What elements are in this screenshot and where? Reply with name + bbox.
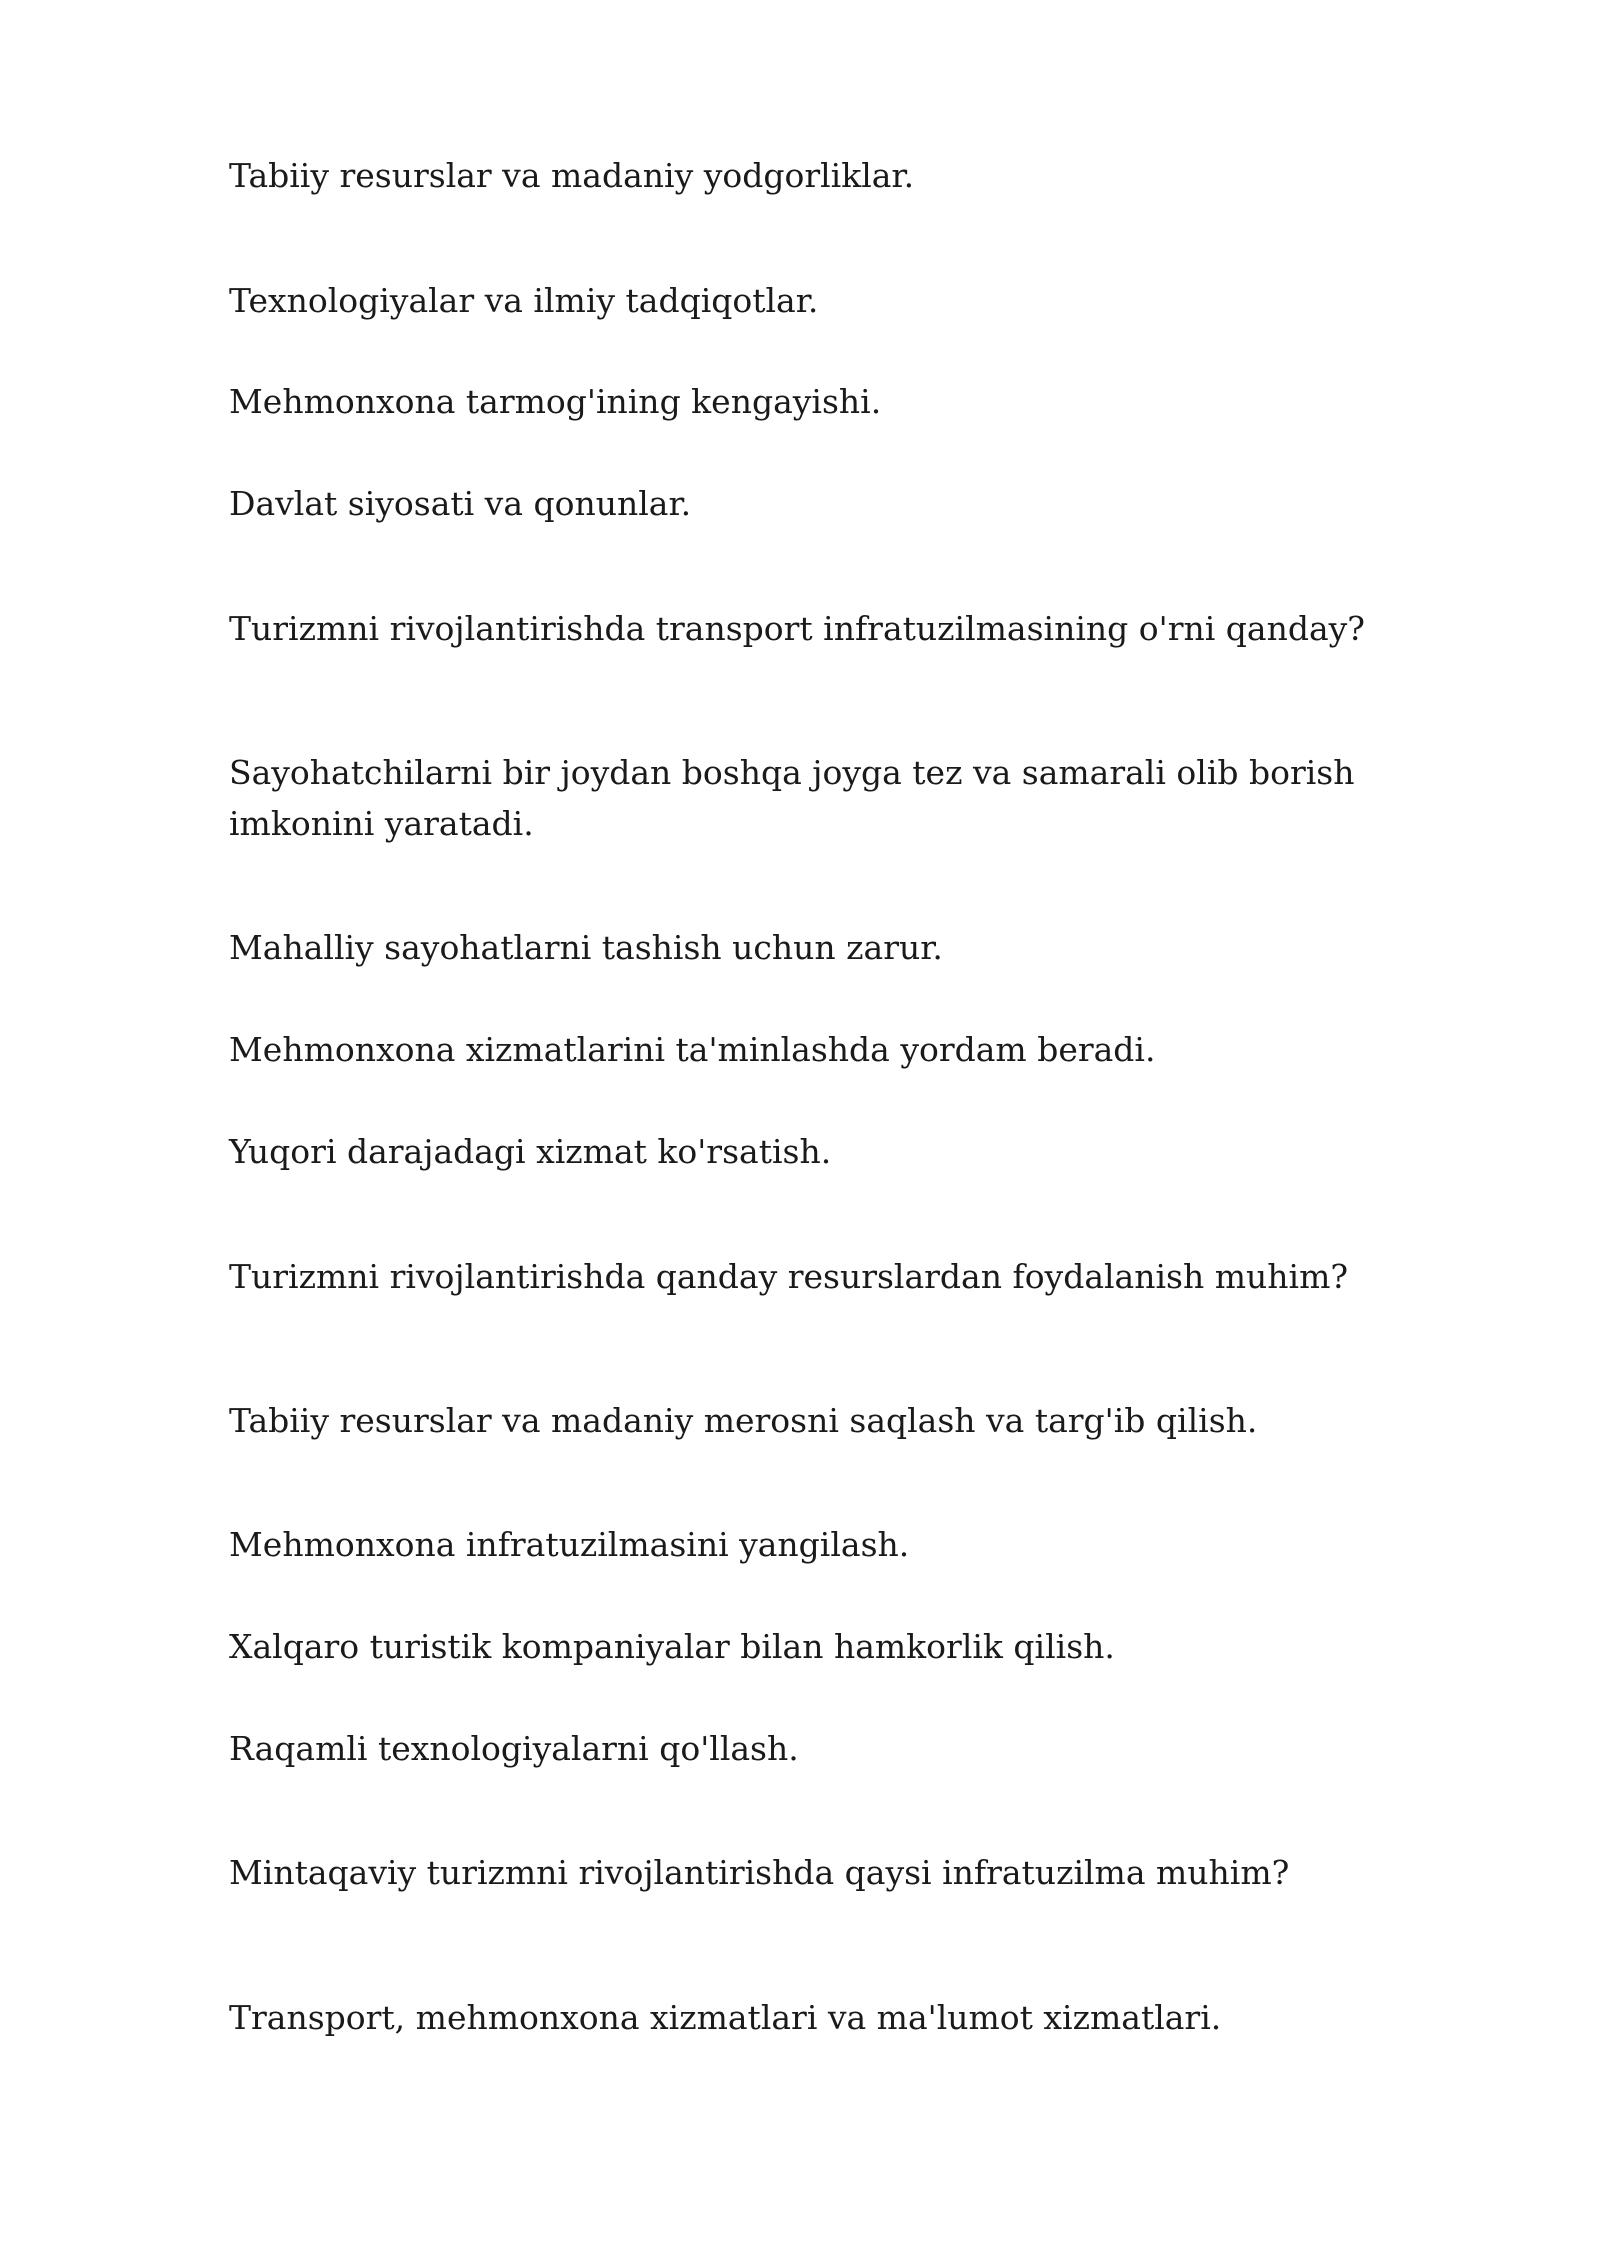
answer-option: Tabiiy resurslar va madaniy merosni saqlash va targ'ib qilish. [229, 1401, 1258, 1440]
answer-option: Transport, mehmonxona xizmatlari va ma'lumot xizmatlari. [229, 1998, 1222, 2037]
answer-option: Mahalliy sayohatlarni tashish uchun zarur. [229, 928, 943, 967]
answer-option: Sayohatchilarni bir joydan boshqa joyga tez va samarali olib borish imkonini yaratadi. [229, 753, 1355, 843]
answer-option: Xalqaro turistik kompaniyalar bilan hamkorlik qilish. [229, 1627, 1115, 1666]
answer-option: Davlat siyosati va qonunlar. [229, 484, 692, 523]
answer-option: Mehmonxona xizmatlarini ta'minlashda yordam beradi. [229, 1030, 1156, 1069]
answer-option: Raqamli texnologiyalarni qo'llash. [229, 1729, 799, 1768]
answer-option: Tabiiy resurslar va madaniy yodgorliklar. [229, 156, 915, 195]
answer-option: Mehmonxona infratuzilmasini yangilash. [229, 1525, 910, 1564]
question: Mintaqaviy turizmni rivojlantirishda qaysi infratuzilma muhim? [229, 1853, 1290, 1892]
question: Turizmni rivojlantirishda transport infratuzilmasining o'rni qanday? [229, 609, 1365, 648]
answer-option: Yuqori darajadagi xizmat ko'rsatish. [229, 1132, 832, 1171]
answer-option: Texnologiyalar va ilmiy tadqiqotlar. [229, 281, 819, 320]
question: Turizmni rivojlantirishda qanday resurslardan foydalanish muhim? [229, 1257, 1349, 1296]
answer-option: Mehmonxona tarmog'ining kengayishi. [229, 382, 882, 421]
